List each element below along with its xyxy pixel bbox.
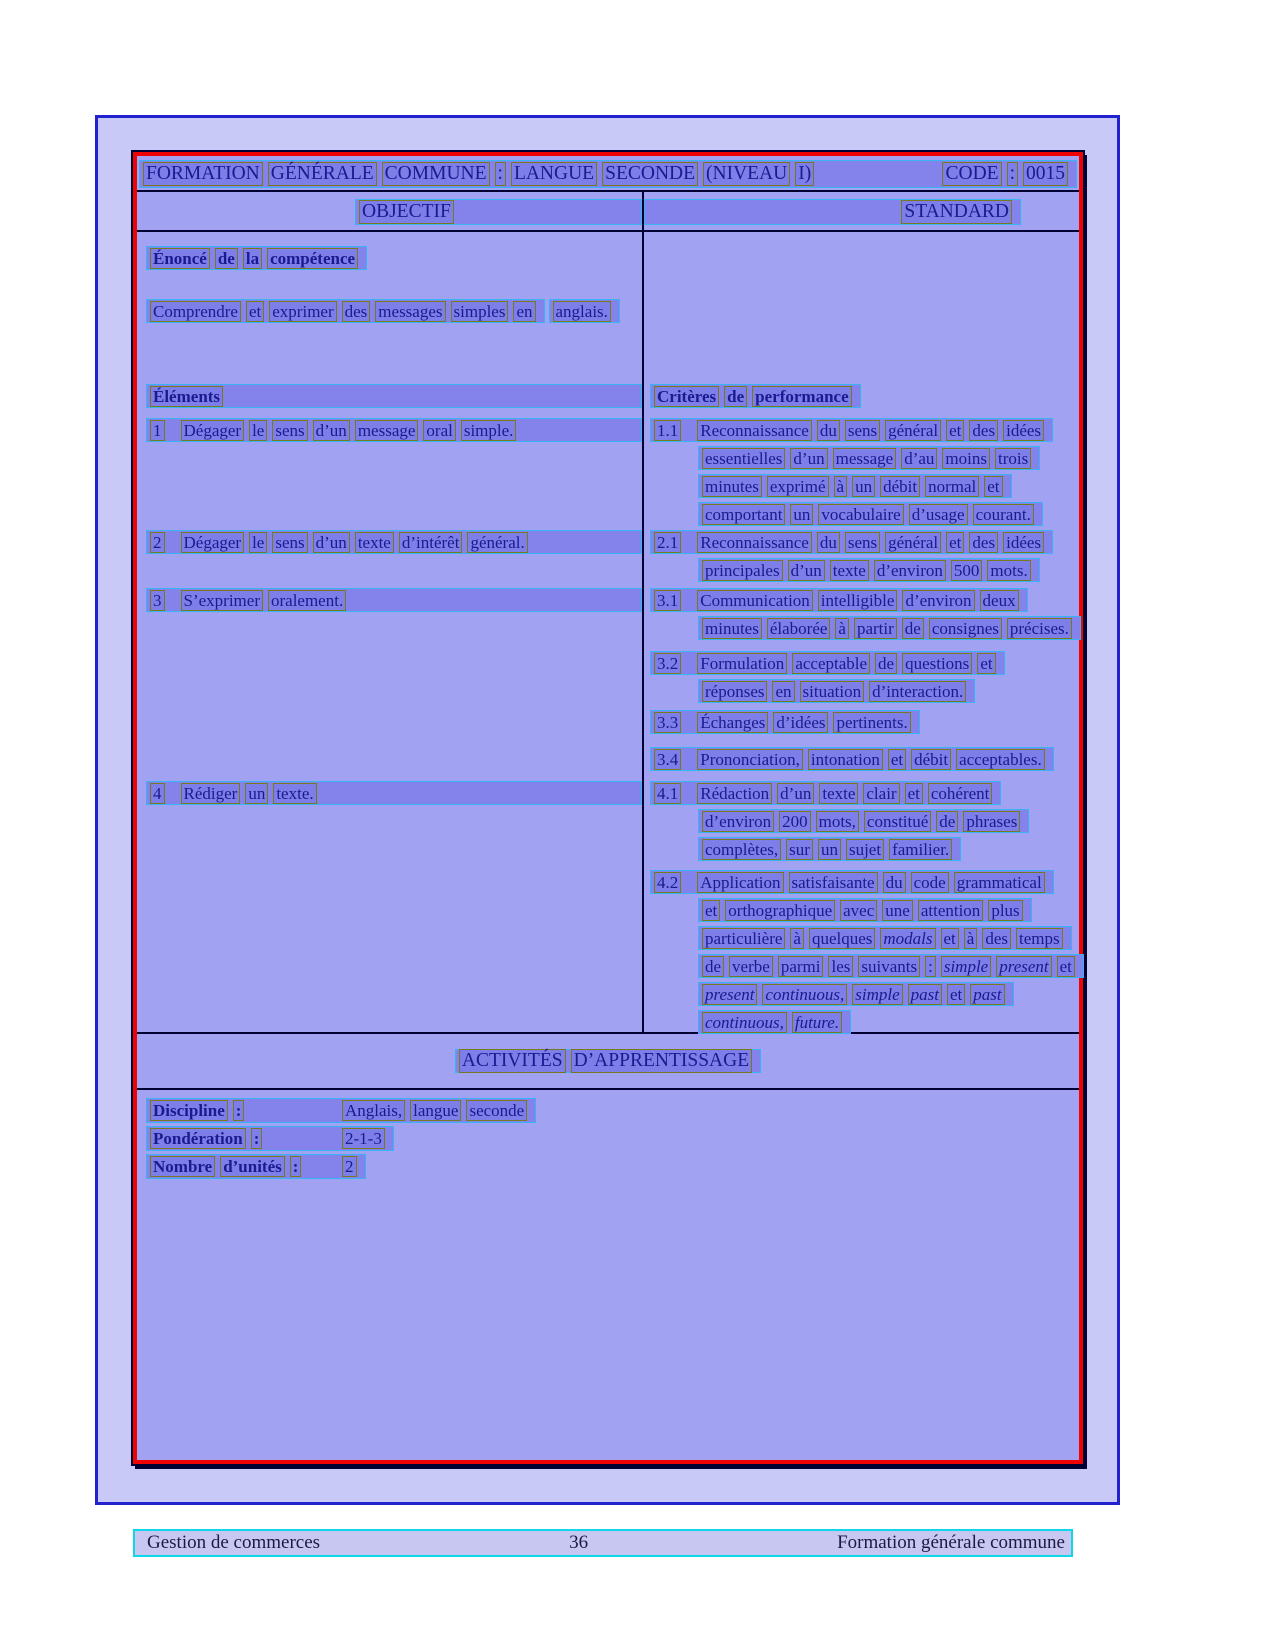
fiche-unites-row: Nombre d’unités : 2 <box>146 1154 1079 1179</box>
document-page-panel <box>95 115 1120 1505</box>
competence-line: Comprendre et exprimer des messages simples en <box>146 299 545 323</box>
criteria-number: 1.1 <box>654 420 681 441</box>
criteria-item-4-2: 4.2 Application satisfaisante du code grammatical et orthographique avec une attention plus particulière à quelques modals et à des temps de verbe parmi les suivants : simple present et present continuous, simple past et past continuous, future. <box>650 870 1084 1038</box>
objectif-header-band: OBJECTIF <box>355 199 642 225</box>
criteria-item-3-3: 3.3 Échanges d’idées pertinents. <box>650 710 920 738</box>
element-number: 4 <box>150 783 165 804</box>
standard-header-band: STANDARD <box>644 199 1021 225</box>
criteria-line: et orthographique avec une attention plus <box>698 898 1032 922</box>
competence-paragraph <box>146 299 642 327</box>
criteria-item-3-4: 3.4 Prononciation, intonation et débit acceptables. <box>650 747 1054 775</box>
criteria-line: essentielles d’un message d’au moins trois <box>698 446 1040 470</box>
element-item-1: 1 Dégager le sens d’un message oral simple. <box>146 418 642 442</box>
elements-heading-block <box>146 384 642 408</box>
criteria-line: d’environ 200 mots, constitué de phrases <box>698 809 1029 833</box>
criteria-line: present continuous, simple past et past <box>698 982 1014 1006</box>
title-band: FORMATION GÉNÉRALE COMMUNE : LANGUE SECONDE (NIVEAU I) CODE : 0015 <box>139 160 1077 188</box>
criteria-line: principales d’un texte d’environ 500 mots. <box>698 558 1040 582</box>
criteria-line: continuous, future. <box>698 1010 851 1034</box>
criteria-item-4-1: 4.1 Rédaction d’un texte clair et cohérent d’environ 200 mots, constitué de phrases complètes, sur un sujet familier. <box>650 781 1029 865</box>
element-number: 3 <box>150 590 165 611</box>
fiche-discipline-row: Discipline : Anglais, langue seconde <box>146 1098 1079 1123</box>
activites-heading-band: ACTIVITÉS D’APPRENTISSAGE <box>455 1049 761 1073</box>
criteria-number: 4.2 <box>654 872 681 893</box>
discipline-label: Discipline : <box>150 1100 342 1121</box>
criteria-line: réponses en situation d’interaction. <box>698 679 975 703</box>
footer-page-number: 36 <box>569 1532 589 1553</box>
criteria-heading: Critères de performance <box>650 384 861 408</box>
element-number: 1 <box>150 420 165 441</box>
criteria-number: 3.2 <box>654 653 681 674</box>
standard-column <box>642 232 1079 1032</box>
unites-label: Nombre d’unités : <box>150 1156 342 1177</box>
fiche-row <box>137 1090 1079 1460</box>
criteria-line: de verbe parmi les suivants : simple present et <box>698 954 1084 978</box>
criteria-number: 3.3 <box>654 712 681 733</box>
elements-heading: Éléments <box>146 384 642 408</box>
standard-header-cell <box>642 192 1079 230</box>
program-table <box>133 152 1083 1464</box>
main-content-row <box>137 232 1079 1034</box>
element-item-3: 3 S’exprimer oralement. <box>146 588 642 612</box>
competence-heading: Énoncé de la compétence <box>146 246 367 270</box>
criteria-line: comportant un vocabulaire d’usage courant. <box>698 502 1043 526</box>
element-item-2: 2 Dégager le sens d’un texte d’intérêt général. <box>146 530 642 554</box>
criteria-number: 4.1 <box>654 783 681 804</box>
criteria-item-3-1: 3.1 Communication intelligible d’environ deux minutes élaborée à partir de consignes précises. <box>650 588 1081 644</box>
criteria-line: minutes exprimé à un débit normal et <box>698 474 1012 498</box>
page-footer <box>133 1529 1073 1557</box>
footer-section-name: Formation générale commune <box>837 1532 1065 1553</box>
element-item-4: 4 Rédiger un texte. <box>146 781 642 805</box>
criteria-item-1-1: 1.1 Reconnaissance du sens général et des idées essentielles d’un message d’au moins trois minutes exprimé à un débit normal et comportant un vocabulaire d’usage courant. <box>650 418 1053 530</box>
criteria-line: complètes, sur un sujet familier. <box>698 837 961 861</box>
title-row <box>137 156 1079 192</box>
objectif-column <box>137 232 642 1032</box>
criteria-line: minutes élaborée à partir de consignes précises. <box>698 616 1081 640</box>
element-number: 2 <box>150 532 165 553</box>
criteria-item-2-1: 2.1 Reconnaissance du sens général et des idées principales d’un texte d’environ 500 mots. <box>650 530 1053 586</box>
ponderation-label: Pondération : <box>150 1128 342 1149</box>
column-headers-row <box>137 192 1079 232</box>
activites-row <box>137 1034 1079 1090</box>
competence-heading-block <box>146 246 642 274</box>
fiche-ponderation-row: Pondération : 2-1-3 <box>146 1126 1079 1151</box>
objectif-header-cell <box>137 192 642 230</box>
criteria-heading-block <box>650 384 861 412</box>
criteria-number: 3.1 <box>654 590 681 611</box>
criteria-item-3-2: 3.2 Formulation acceptable de questions et réponses en situation d’interaction. <box>650 651 1005 707</box>
criteria-line: particulière à quelques modals et à des temps <box>698 926 1072 950</box>
competence-line: anglais. <box>549 299 620 323</box>
criteria-number: 3.4 <box>654 749 681 770</box>
footer-program-name: Gestion de commerces <box>147 1532 321 1553</box>
criteria-number: 2.1 <box>654 532 681 553</box>
